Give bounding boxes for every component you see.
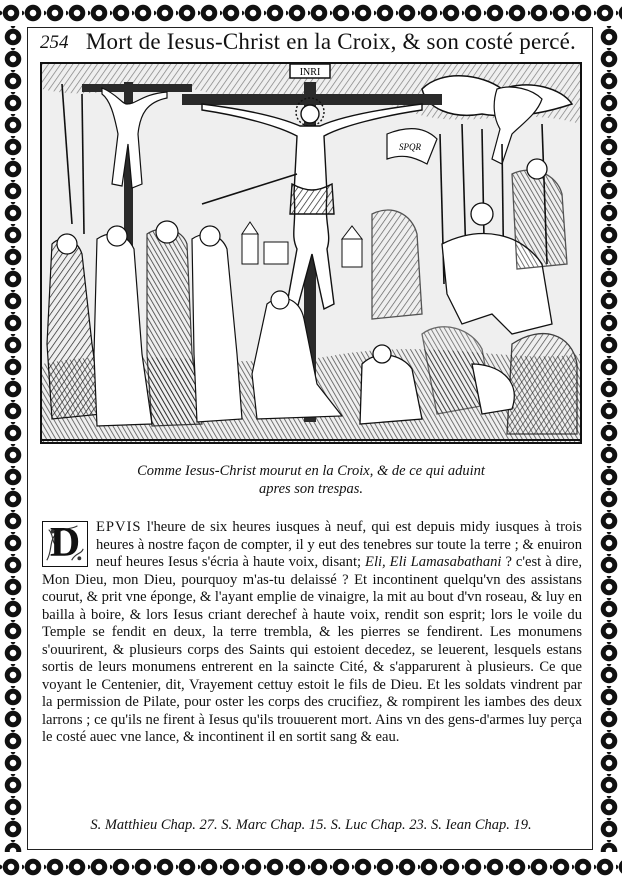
drop-cap-letter: D bbox=[49, 520, 81, 566]
spqr-banner-text: SPQR bbox=[399, 142, 421, 152]
gospel-references: S. Matthieu Chap. 27. S. Marc Chap. 15. S. Luc Chap. 23. S. Iean Chap. 19. bbox=[90, 817, 532, 833]
body-text-part-2: ? c'est à dire, Mon Dieu, mon Dieu, pourquoy m'as-tu delaissé ? Et incontinent quelqu'vn des assistans courut, & prit vne éponge, & l'ayant emplie de vinaigre, la mit au bout d'vn roseau, & luy en bailla à boire, & lors Iesus criant derechef à haute voix, rendit son esprit; lors le voile du Temple se fendit en deux, la terre trembla, & les pierres se fendirent. Les monumens s'ouurirent, & plusieurs corps des Saints qui estoient decedez, se leuerent, lesquels estans sortis de leurs monumens entrerent en la saincte Cité, & s'apparurent à plusieurs. Ce que voyant le Centenier, dit, Vrayement cettuy estoit le fils de Dieu. Et les soldats vindrent par la permission de Pilate, pour oster les corps des crucifiez, & rompirent les iambes des deux larrons ; ce qu'ils ne firent à Iesus qu'ils trouuerent mort. Ains vn des gens-d'armes luy perça le costé auec vne lance, & incontinent il en sortit sang & eau. bbox=[42, 554, 582, 745]
ornamental-border-bottom bbox=[0, 852, 622, 882]
ornamental-border-left bbox=[0, 26, 26, 852]
body-text-part-1: l'heure de six heures iusques à neuf, qui est depuis midy iusques à trois heures à nostre façon de compter, il y eut des tenebres sur toute la terre ; & enuiron neuf heures Iesus s'écria à haute voix, disant; bbox=[96, 519, 582, 570]
running-title: Mort de Iesus-Christ en la Croix, & son costé percé. bbox=[85, 29, 576, 54]
caption-line-2: apres son trespas. bbox=[258, 481, 364, 497]
opening-word: EPVIS bbox=[96, 519, 142, 535]
illustration-caption bbox=[60, 462, 562, 498]
titulus-inscription: INRI bbox=[299, 67, 321, 78]
body-paragraph bbox=[42, 519, 582, 747]
crucifixion-woodcut bbox=[40, 62, 582, 444]
italic-quotation: Eli, Eli Lamasabathani bbox=[365, 554, 502, 570]
ornamental-border-right bbox=[596, 26, 622, 852]
caption-line-1: Comme Iesus-Christ mourut en la Croix, & de ce qui aduint bbox=[137, 463, 485, 479]
page-header bbox=[34, 28, 586, 58]
ornamental-border-top bbox=[0, 0, 622, 26]
page-number: 254 bbox=[40, 32, 69, 53]
woodcut-drawing bbox=[42, 64, 580, 442]
drop-cap bbox=[42, 521, 88, 567]
